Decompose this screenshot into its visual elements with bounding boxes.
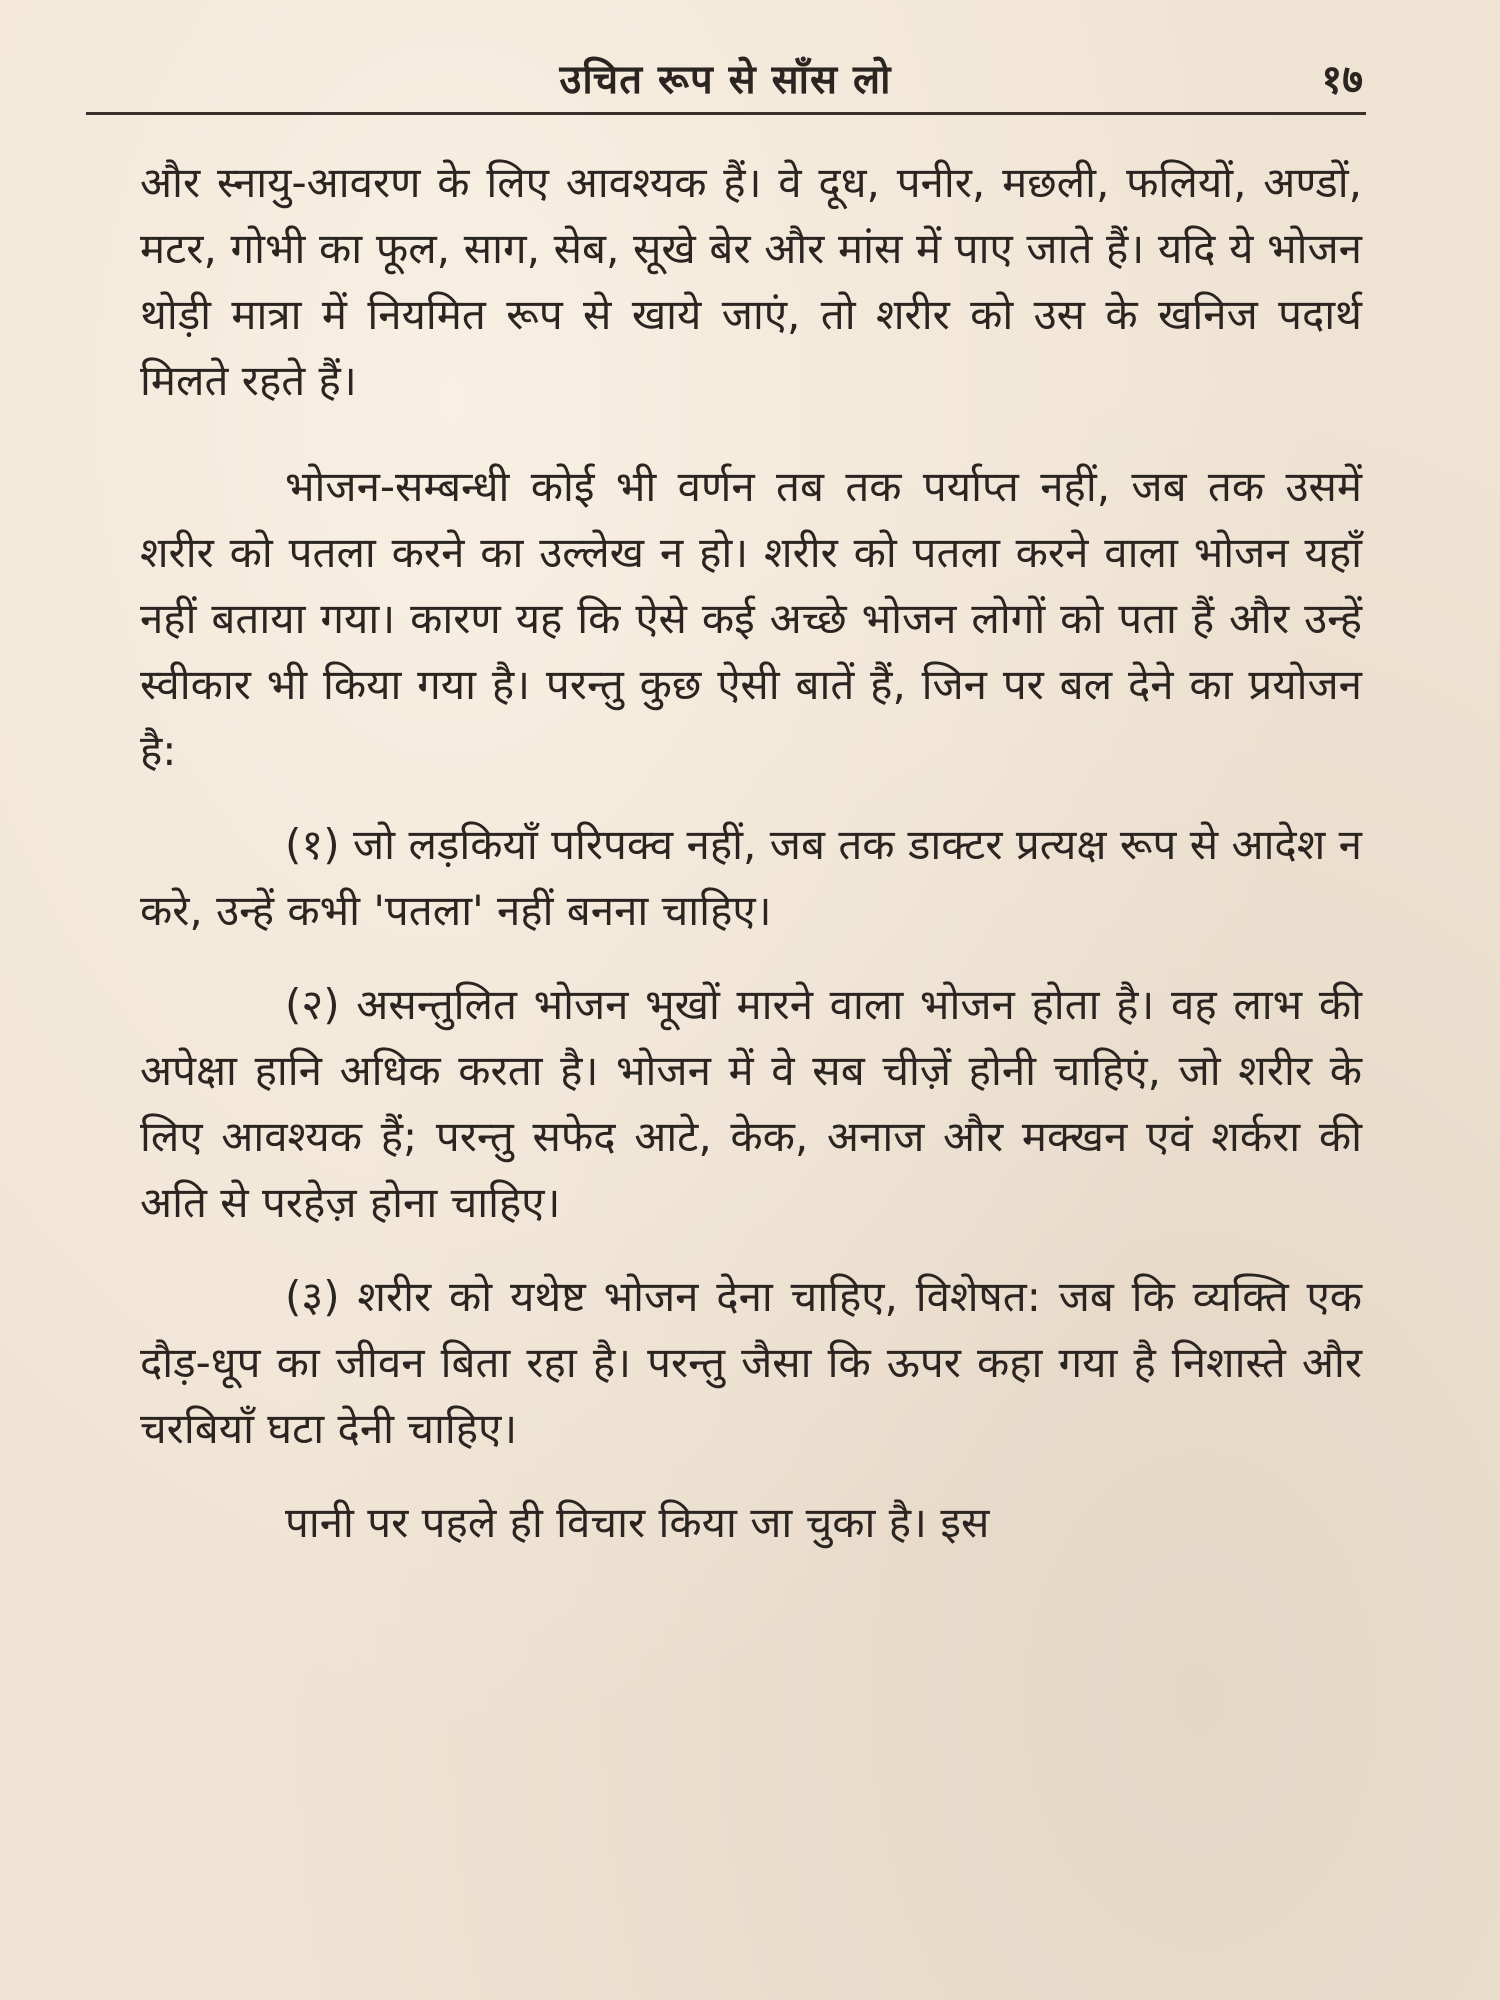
list-item-2: (२) असन्तुलित भोजन भूखों मारने वाला भोजन होता है। वह लाभ की अपेक्षा हानि अधिक करता है। भोजन में वे सब चीज़ें होनी चाहिएं, जो शरीर के लिए आवश्यक हैं; परन्तु सफेद आटे, केक, अनाज और मक्खन एवं शर्करा की अति से परहेज़ होना चाहिए। (140, 980, 1362, 1227)
running-header (88, 40, 1363, 104)
paragraph-water: पानी पर पहले ही विचार किया जा चुका है। इस (285, 1498, 990, 1547)
chapter-title: उचित रूप से साँस लो (559, 57, 892, 103)
paragraph-diet-intro: भोजन-सम्बन्धी कोई भी वर्णन तब तक पर्याप्त नहीं, जब तक उसमें शरीर को पतला करने का उल्लेख न हो। शरीर को पतला करने वाला भोजन यहाँ नहीं बताया गया। कारण यह कि ऐसे कई अच्छे भोजन लोगों को पता हैं और उन्हें स्वीकार भी किया गया है। परन्तु कुछ ऐसी बातें हैं, जिन पर बल देने का प्रयोजन है: (140, 462, 1362, 775)
header-divider (86, 112, 1366, 115)
page-number: १७ (1321, 57, 1363, 103)
list-item-3: (३) शरीर को यथेष्ट भोजन देना चाहिए, विशेषत: जब कि व्यक्ति एक दौड़-धूप का जीवन बिता रहा है। परन्तु जैसा कि ऊपर कहा गया है निशास्ते और चरबियाँ घटा देनी चाहिए। (140, 1272, 1362, 1453)
body-text (140, 150, 1362, 1556)
list-item-1: (१) जो लड़कियाँ परिपक्व नहीं, जब तक डाक्टर प्रत्यक्ष रूप से आदेश न करे, उन्हें कभी 'पतला' नहीं बनना चाहिए। (140, 820, 1362, 935)
paragraph-continuation: और स्नायु-आवरण के लिए आवश्यक हैं। वे दूध, पनीर, मछली, फलियों, अण्डों, मटर, गोभी का फूल, साग, सेब, सूखे बेर और मांस में पाए जाते हैं। यदि ये भोजन थोड़ी मात्रा में नियमित रूप से खाये जाएं, तो शरीर को उस के खनिज पदार्थ मिलते रहते हैं। (140, 158, 1362, 405)
